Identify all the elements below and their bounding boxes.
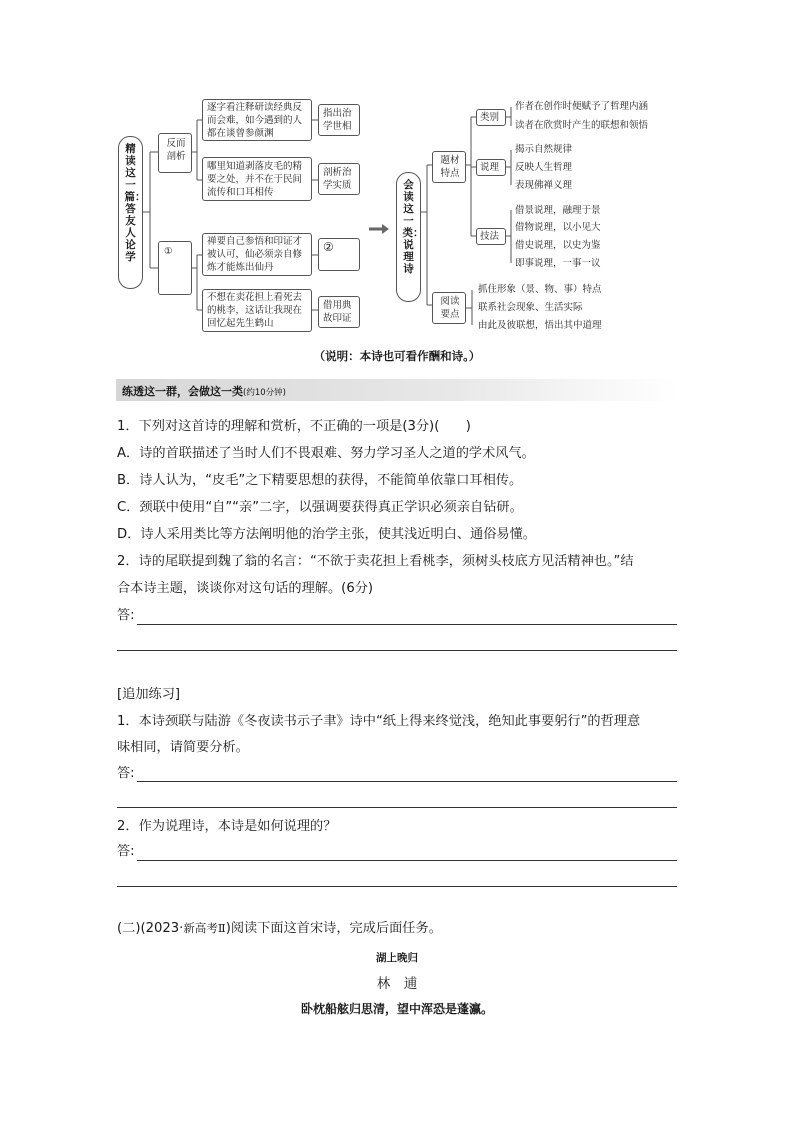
q1-option-a[interactable]: A．诗的首联描述了当时人们不畏艰难、努力学习圣人之道的学术风气。 (117, 446, 535, 461)
left-item-3: 禅要自己参悟和印证才被认可，仙必须亲自修炼才能炼出仙丹 (202, 233, 312, 276)
group-yuedu-yaodian: 阅读要点 (432, 292, 466, 324)
jifa-item-3: 借史说理，以史为鉴 (515, 240, 601, 251)
q2-answer-line-2[interactable] (117, 650, 677, 651)
q1-option-c[interactable]: C．颈联中使用“自”“亲”二字，以强调要获得真正学识必须亲自钻研。 (117, 500, 523, 515)
group-jifa: 技法 (476, 228, 506, 245)
banner-title: 练透这一群，会做这一类 (122, 385, 243, 398)
extra-q1-line-2: 味相同，请简要分析。 (117, 740, 249, 755)
poem-line-1: 卧枕船舷归思清，望中浑恐是蓬瀛。 (300, 1002, 493, 1016)
left-result-2: 剖析治学实质 (318, 163, 360, 195)
leibie-item-1: 作者在创作时便赋予了哲理内涵 (515, 101, 649, 112)
shuoli-item-3: 表现佛禅义理 (515, 180, 573, 191)
extra-q2-answer-label: 答: (117, 844, 135, 859)
extra-q2-answer-line-2[interactable] (117, 886, 677, 887)
section-banner (116, 379, 678, 401)
section2-intro: (二)(2023·新高考Ⅱ)阅读下面这首宋诗，完成后面任务。 (117, 921, 442, 936)
poem-author: 林 逋 (376, 976, 418, 992)
yuedu-item-2: 联系社会现象、生活实际 (478, 302, 583, 313)
sub-shuoli: 说理 (476, 159, 506, 176)
leibie-item-2: 读者在欣赏时产生的联想和领悟 (515, 120, 649, 131)
q1-option-b[interactable]: B．诗人认为，“皮毛”之下精要思想的获得，不能简单依靠口耳相传。 (117, 473, 523, 488)
shuoli-item-1: 揭示自然规律 (515, 144, 573, 155)
extra-q1-answer-line-2[interactable] (117, 807, 677, 808)
q2-line-2: 合本诗主题，谈谈你对这句话的理解。(6分) (117, 581, 374, 596)
yuedu-item-1: 抓住形象（景、物、事）特点 (478, 284, 602, 295)
banner-time: (约10分钟) (243, 388, 286, 398)
q1-stem: 1．下列对这首诗的理解和赏析，不正确的一项是(3分)( ) (117, 419, 471, 434)
extra-q1-answer-line-1[interactable] (137, 781, 677, 782)
branch-fan-er-pou-xi: 反而剖析 (158, 133, 192, 173)
left-item-1: 逐字看注释研读经典反而会难，如今遇到的人都在谈曾参颜渊 (202, 99, 312, 141)
extra-q2-answer-line-1[interactable] (137, 860, 677, 861)
group-ticai-tedian: 题材特点 (432, 151, 466, 183)
branch-blank-1: ① (158, 241, 192, 295)
left-result-blank-2: ② (318, 238, 360, 271)
q2-answer-line-1[interactable] (137, 624, 677, 625)
extra-q1-answer-label: 答: (117, 766, 135, 781)
jifa-item-2: 借物说理，以小见大 (515, 222, 601, 233)
sub-leibie: 类别 (476, 109, 506, 126)
jifa-item-4: 即事说理，一事一议 (515, 258, 601, 269)
poem-title: 湖上晚归 (376, 952, 418, 964)
q1-option-d[interactable]: D．诗人采用类比等方法阐明他的治学主张，使其浅近明白、通俗易懂。 (117, 527, 536, 542)
left-result-4: 借用典故印证 (318, 296, 360, 328)
q2-answer-label: 答: (117, 608, 135, 623)
left-map-root: 精读这一篇：答友人论学 (118, 136, 143, 289)
yuedu-item-3: 由此及彼联想，悟出其中道理 (478, 320, 602, 331)
extra-heading: [追加练习] (117, 687, 181, 702)
extra-q1-line-1: 1．本诗颈联与陆游《冬夜读书示子聿》诗中“纸上得来终觉浅，绝知此事要躬行”的哲理意 (117, 714, 641, 729)
mindmap-note: （说明：本诗也可看作酬和诗。） (313, 349, 481, 363)
right-map-root: 会读这一类：说理诗 (396, 172, 421, 302)
left-result-1: 指出治学世相 (318, 104, 360, 136)
left-item-2: 哪里知道剥落皮毛的精要之处，并不在于民间流传和口耳相传 (202, 157, 312, 201)
q2-line-1: 2．诗的尾联提到魏了翁的名言：“不欲于卖花担上看桃李，须树头枝底方见活精神也。”结 (117, 554, 634, 569)
jifa-item-1: 借景说理，融理于景 (515, 205, 601, 216)
left-item-4: 不想在卖花担上看死去的桃李，这话让我现在回忆起先生鹤山 (202, 289, 312, 332)
shuoli-item-2: 反映人生哲理 (515, 162, 573, 173)
extra-q2-stem: 2．作为说理诗，本诗是如何说理的？ (117, 819, 337, 834)
